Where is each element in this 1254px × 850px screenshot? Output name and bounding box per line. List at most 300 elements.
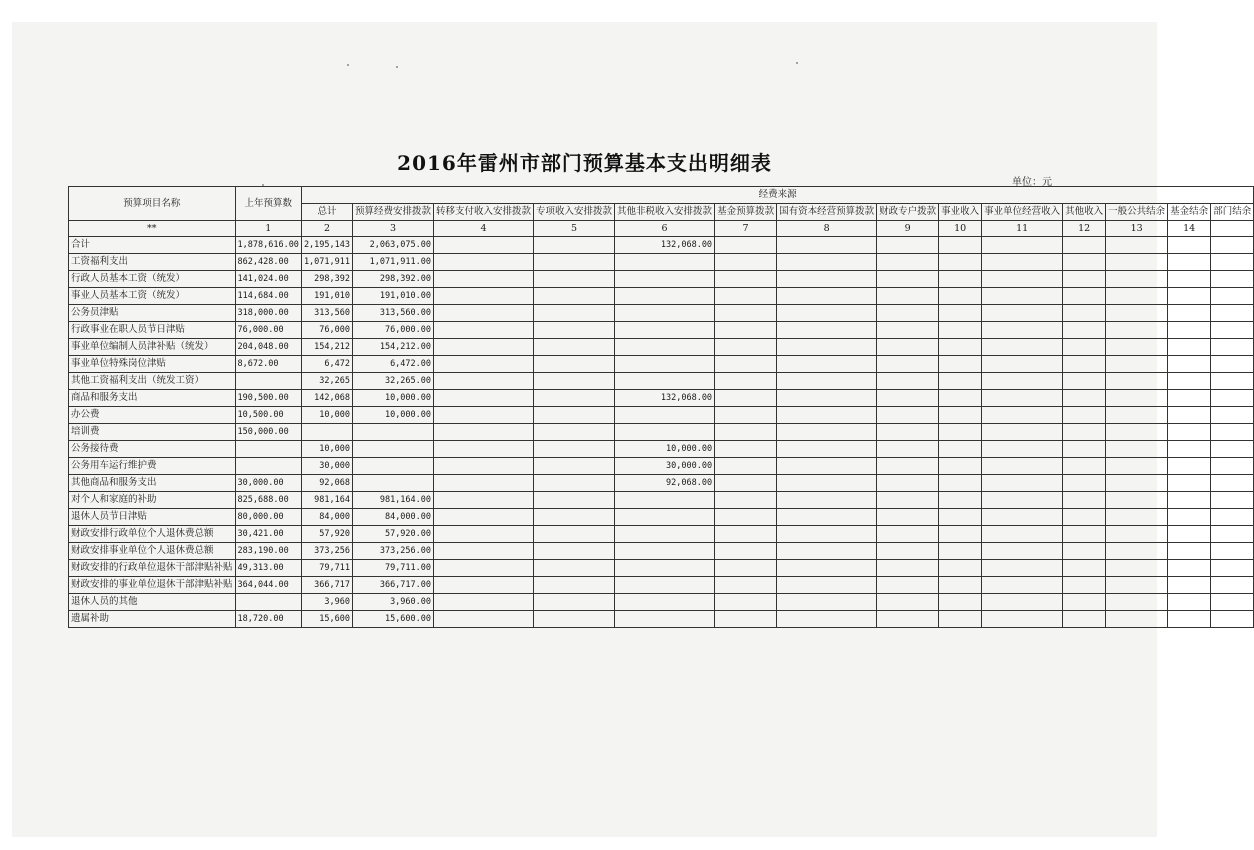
row-name-cell: 行政事业在职人员节日津贴 (69, 322, 236, 339)
col-header-source-8: 财政专户拨款 (877, 204, 939, 221)
row-empty-cell (939, 577, 982, 594)
row-empty-cell (939, 458, 982, 475)
row-empty-cell (715, 322, 777, 339)
row-empty-cell (1168, 577, 1211, 594)
table-row (69, 441, 1254, 458)
row-transfer-cell (434, 526, 534, 543)
row-empty-cell (715, 356, 777, 373)
row-other-nontax-cell (615, 611, 715, 628)
row-other-nontax-cell (615, 526, 715, 543)
row-empty-cell (1168, 424, 1211, 441)
scan-speck (796, 62, 798, 64)
row-empty-cell (715, 305, 777, 322)
row-empty-cell (982, 594, 1063, 611)
row-empty-cell (1168, 356, 1211, 373)
row-empty-cell (1211, 356, 1254, 373)
row-empty-cell (1063, 560, 1106, 577)
row-other-nontax-cell (615, 577, 715, 594)
row-special-income-cell (534, 611, 615, 628)
row-empty-cell (1168, 543, 1211, 560)
row-name-cell: 遗属补助 (69, 611, 236, 628)
index-row (69, 221, 1254, 237)
row-name-cell: 公务员津贴 (69, 305, 236, 322)
row-total-cell: 32,265 (301, 373, 352, 390)
row-empty-cell (777, 254, 877, 271)
row-transfer-cell (434, 339, 534, 356)
row-name-cell: 公务接待费 (69, 441, 236, 458)
row-empty-cell (982, 492, 1063, 509)
row-special-income-cell (534, 560, 615, 577)
table-body (69, 237, 1254, 628)
row-empty-cell (877, 492, 939, 509)
row-transfer-cell (434, 424, 534, 441)
row-empty-cell (939, 339, 982, 356)
row-other-nontax-cell (615, 305, 715, 322)
row-other-nontax-cell (615, 424, 715, 441)
row-empty-cell (877, 322, 939, 339)
row-other-nontax-cell: 30,000.00 (615, 458, 715, 475)
row-empty-cell (1211, 373, 1254, 390)
row-name-cell: 办公费 (69, 407, 236, 424)
table-row (69, 611, 1254, 628)
row-special-income-cell (534, 356, 615, 373)
row-empty-cell (1211, 407, 1254, 424)
scan-speck (347, 64, 349, 66)
row-empty-cell (982, 577, 1063, 594)
row-prev-budget-cell: 862,428.00 (235, 254, 301, 271)
row-empty-cell (1063, 271, 1106, 288)
row-empty-cell (1168, 509, 1211, 526)
row-empty-cell (1168, 339, 1211, 356)
row-prev-budget-cell: 18,720.00 (235, 611, 301, 628)
row-prev-budget-cell: 364,044.00 (235, 577, 301, 594)
row-special-income-cell (534, 305, 615, 322)
row-empty-cell (982, 407, 1063, 424)
row-empty-cell (1063, 305, 1106, 322)
col-header-source-5: 其他非税收入安排拨款 (615, 204, 715, 221)
row-name-cell: 事业单位特殊岗位津贴 (69, 356, 236, 373)
row-budget-allocation-cell (353, 475, 434, 492)
row-empty-cell (1063, 322, 1106, 339)
row-budget-allocation-cell (353, 441, 434, 458)
row-special-income-cell (534, 339, 615, 356)
row-other-nontax-cell (615, 509, 715, 526)
row-empty-cell (777, 390, 877, 407)
row-empty-cell (777, 492, 877, 509)
row-empty-cell (1211, 271, 1254, 288)
row-other-nontax-cell (615, 407, 715, 424)
table-row (69, 322, 1254, 339)
row-total-cell: 298,392 (301, 271, 352, 288)
row-other-nontax-cell (615, 373, 715, 390)
row-special-income-cell (534, 322, 615, 339)
row-empty-cell (939, 322, 982, 339)
row-empty-cell (1211, 611, 1254, 628)
row-empty-cell (715, 577, 777, 594)
row-total-cell: 981,164 (301, 492, 352, 509)
row-empty-cell (1106, 390, 1168, 407)
row-empty-cell (982, 475, 1063, 492)
row-prev-budget-cell: 150,000.00 (235, 424, 301, 441)
row-transfer-cell (434, 322, 534, 339)
row-empty-cell (777, 424, 877, 441)
row-transfer-cell (434, 237, 534, 254)
row-prev-budget-cell: 825,688.00 (235, 492, 301, 509)
col-header-source-1: 总计 (301, 204, 352, 221)
row-empty-cell (1106, 611, 1168, 628)
row-empty-cell (777, 271, 877, 288)
row-special-income-cell (534, 594, 615, 611)
row-empty-cell (1106, 305, 1168, 322)
row-other-nontax-cell (615, 560, 715, 577)
row-empty-cell (1106, 577, 1168, 594)
row-empty-cell (1168, 271, 1211, 288)
row-other-nontax-cell (615, 322, 715, 339)
row-prev-budget-cell: 10,500.00 (235, 407, 301, 424)
row-empty-cell (1168, 407, 1211, 424)
row-special-income-cell (534, 526, 615, 543)
row-empty-cell (1106, 560, 1168, 577)
row-empty-cell (982, 611, 1063, 628)
row-other-nontax-cell (615, 594, 715, 611)
row-name-cell: 事业单位编制人员津补贴（统发） (69, 339, 236, 356)
row-empty-cell (939, 594, 982, 611)
row-other-nontax-cell (615, 492, 715, 509)
col-header-source-7: 国有资本经营预算拨款 (777, 204, 877, 221)
row-empty-cell (939, 288, 982, 305)
row-empty-cell (939, 543, 982, 560)
row-empty-cell (877, 339, 939, 356)
row-empty-cell (939, 492, 982, 509)
col-index-cell: 9 (877, 221, 939, 237)
row-empty-cell (877, 305, 939, 322)
row-special-income-cell (534, 509, 615, 526)
row-empty-cell (715, 339, 777, 356)
col-header-source-9: 事业收入 (939, 204, 982, 221)
row-transfer-cell (434, 356, 534, 373)
row-empty-cell (1106, 424, 1168, 441)
row-empty-cell (982, 441, 1063, 458)
row-empty-cell (982, 560, 1063, 577)
table-row (69, 305, 1254, 322)
col-header-source-12: 一般公共结余 (1106, 204, 1168, 221)
row-empty-cell (1168, 288, 1211, 305)
row-empty-cell (777, 611, 877, 628)
row-total-cell: 2,195,143 (301, 237, 352, 254)
table-row (69, 424, 1254, 441)
row-empty-cell (1106, 254, 1168, 271)
row-empty-cell (715, 543, 777, 560)
row-other-nontax-cell (615, 339, 715, 356)
row-total-cell: 76,000 (301, 322, 352, 339)
row-name-cell: 财政安排的行政单位退休干部津贴补贴 (69, 560, 236, 577)
row-prev-budget-cell: 49,313.00 (235, 560, 301, 577)
row-empty-cell (877, 475, 939, 492)
col-index-cell (1211, 221, 1254, 237)
row-empty-cell (1211, 390, 1254, 407)
row-empty-cell (715, 441, 777, 458)
row-empty-cell (715, 611, 777, 628)
row-empty-cell (1106, 543, 1168, 560)
row-empty-cell (877, 390, 939, 407)
row-empty-cell (1168, 322, 1211, 339)
row-empty-cell (1063, 458, 1106, 475)
row-empty-cell (877, 373, 939, 390)
col-header-item-name: 预算项目名称 (69, 187, 236, 221)
row-budget-allocation-cell: 373,256.00 (353, 543, 434, 560)
row-empty-cell (1063, 407, 1106, 424)
row-empty-cell (877, 458, 939, 475)
row-special-income-cell (534, 492, 615, 509)
row-prev-budget-cell: 76,000.00 (235, 322, 301, 339)
row-empty-cell (1211, 577, 1254, 594)
row-empty-cell (1168, 475, 1211, 492)
row-empty-cell (877, 441, 939, 458)
row-name-cell: 事业人员基本工资（统发） (69, 288, 236, 305)
row-empty-cell (777, 594, 877, 611)
row-transfer-cell (434, 373, 534, 390)
col-header-source-14: 部门结余 (1211, 204, 1254, 221)
row-budget-allocation-cell: 57,920.00 (353, 526, 434, 543)
row-transfer-cell (434, 577, 534, 594)
row-empty-cell (982, 305, 1063, 322)
row-prev-budget-cell: 1,878,616.00 (235, 237, 301, 254)
row-empty-cell (1211, 526, 1254, 543)
row-empty-cell (939, 254, 982, 271)
row-empty-cell (1106, 509, 1168, 526)
row-empty-cell (777, 339, 877, 356)
row-name-cell: 退休人员的其他 (69, 594, 236, 611)
row-prev-budget-cell: 80,000.00 (235, 509, 301, 526)
row-empty-cell (877, 254, 939, 271)
row-empty-cell (877, 611, 939, 628)
row-budget-allocation-cell: 84,000.00 (353, 509, 434, 526)
table-row (69, 373, 1254, 390)
row-empty-cell (1211, 254, 1254, 271)
row-prev-budget-cell: 204,048.00 (235, 339, 301, 356)
row-transfer-cell (434, 492, 534, 509)
row-special-income-cell (534, 390, 615, 407)
row-empty-cell (777, 237, 877, 254)
row-empty-cell (982, 322, 1063, 339)
row-empty-cell (777, 458, 877, 475)
row-budget-allocation-cell: 313,560.00 (353, 305, 434, 322)
table-row (69, 594, 1254, 611)
col-header-source-group: 经费来源 (301, 187, 1253, 204)
row-other-nontax-cell: 92,068.00 (615, 475, 715, 492)
row-name-cell: 培训费 (69, 424, 236, 441)
row-total-cell: 10,000 (301, 407, 352, 424)
table-row (69, 543, 1254, 560)
table-row (69, 407, 1254, 424)
row-transfer-cell (434, 509, 534, 526)
row-empty-cell (939, 526, 982, 543)
row-empty-cell (1106, 288, 1168, 305)
row-transfer-cell (434, 390, 534, 407)
row-special-income-cell (534, 543, 615, 560)
col-index-cell: 5 (534, 221, 615, 237)
scan-speck (396, 66, 398, 68)
row-empty-cell (1168, 458, 1211, 475)
row-special-income-cell (534, 407, 615, 424)
row-empty-cell (877, 560, 939, 577)
row-empty-cell (982, 509, 1063, 526)
row-empty-cell (1063, 288, 1106, 305)
row-empty-cell (982, 390, 1063, 407)
row-empty-cell (1063, 509, 1106, 526)
row-total-cell: 84,000 (301, 509, 352, 526)
row-prev-budget-cell: 318,000.00 (235, 305, 301, 322)
row-transfer-cell (434, 611, 534, 628)
row-empty-cell (877, 509, 939, 526)
row-transfer-cell (434, 594, 534, 611)
table-row (69, 390, 1254, 407)
row-total-cell: 6,472 (301, 356, 352, 373)
row-other-nontax-cell (615, 543, 715, 560)
row-total-cell: 1,071,911 (301, 254, 352, 271)
row-empty-cell (1168, 254, 1211, 271)
row-total-cell: 30,000 (301, 458, 352, 475)
row-total-cell: 79,711 (301, 560, 352, 577)
table-row (69, 509, 1254, 526)
table-row (69, 577, 1254, 594)
row-empty-cell (1211, 322, 1254, 339)
col-header-source-10: 事业单位经营收入 (982, 204, 1063, 221)
row-other-nontax-cell (615, 254, 715, 271)
col-header-source-6: 基金预算拨款 (715, 204, 777, 221)
row-prev-budget-cell: 30,000.00 (235, 475, 301, 492)
row-empty-cell (1168, 390, 1211, 407)
row-empty-cell (715, 526, 777, 543)
row-name-cell: 行政人员基本工资（统发） (69, 271, 236, 288)
budget-table (68, 186, 1254, 628)
row-budget-allocation-cell: 79,711.00 (353, 560, 434, 577)
row-empty-cell (777, 373, 877, 390)
table-row (69, 237, 1254, 254)
row-empty-cell (1063, 237, 1106, 254)
row-empty-cell (1063, 611, 1106, 628)
row-empty-cell (877, 424, 939, 441)
row-transfer-cell (434, 458, 534, 475)
row-empty-cell (1168, 441, 1211, 458)
row-total-cell: 142,068 (301, 390, 352, 407)
row-empty-cell (982, 356, 1063, 373)
col-header-prev-budget: 上年预算数 (235, 187, 301, 221)
col-index-cell: 3 (353, 221, 434, 237)
row-empty-cell (715, 373, 777, 390)
col-header-source-3: 转移支付收入安排拨款 (434, 204, 534, 221)
row-other-nontax-cell (615, 271, 715, 288)
row-empty-cell (982, 543, 1063, 560)
row-name-cell: 财政安排行政单位个人退休费总额 (69, 526, 236, 543)
row-name-cell: 其他商品和服务支出 (69, 475, 236, 492)
row-budget-allocation-cell: 10,000.00 (353, 407, 434, 424)
row-empty-cell (877, 526, 939, 543)
row-transfer-cell (434, 305, 534, 322)
row-empty-cell (1106, 526, 1168, 543)
row-special-income-cell (534, 288, 615, 305)
row-empty-cell (982, 271, 1063, 288)
row-empty-cell (939, 407, 982, 424)
col-index-cell: 10 (939, 221, 982, 237)
row-empty-cell (777, 526, 877, 543)
row-empty-cell (982, 339, 1063, 356)
col-index-cell: 4 (434, 221, 534, 237)
row-total-cell: 10,000 (301, 441, 352, 458)
row-empty-cell (1063, 390, 1106, 407)
row-prev-budget-cell (235, 441, 301, 458)
row-empty-cell (1063, 543, 1106, 560)
row-empty-cell (939, 611, 982, 628)
row-total-cell: 15,600 (301, 611, 352, 628)
row-transfer-cell (434, 254, 534, 271)
row-other-nontax-cell: 132,068.00 (615, 237, 715, 254)
row-name-cell: 合计 (69, 237, 236, 254)
row-empty-cell (1168, 237, 1211, 254)
row-name-cell: 公务用车运行维护费 (69, 458, 236, 475)
col-index-cell: 2 (301, 221, 352, 237)
row-transfer-cell (434, 441, 534, 458)
row-empty-cell (982, 288, 1063, 305)
row-budget-allocation-cell: 32,265.00 (353, 373, 434, 390)
row-special-income-cell (534, 373, 615, 390)
row-empty-cell (1106, 237, 1168, 254)
col-index-cell: 12 (1063, 221, 1106, 237)
row-budget-allocation-cell (353, 458, 434, 475)
row-empty-cell (939, 509, 982, 526)
row-transfer-cell (434, 407, 534, 424)
row-total-cell: 191,010 (301, 288, 352, 305)
row-prev-budget-cell: 8,672.00 (235, 356, 301, 373)
row-empty-cell (777, 560, 877, 577)
row-special-income-cell (534, 475, 615, 492)
row-budget-allocation-cell: 366,717.00 (353, 577, 434, 594)
row-total-cell (301, 424, 352, 441)
row-empty-cell (877, 543, 939, 560)
row-total-cell: 3,960 (301, 594, 352, 611)
row-empty-cell (939, 237, 982, 254)
row-prev-budget-cell: 114,684.00 (235, 288, 301, 305)
row-special-income-cell (534, 458, 615, 475)
row-empty-cell (715, 475, 777, 492)
row-empty-cell (715, 271, 777, 288)
row-prev-budget-cell (235, 594, 301, 611)
row-empty-cell (777, 322, 877, 339)
row-special-income-cell (534, 237, 615, 254)
row-empty-cell (1106, 356, 1168, 373)
row-empty-cell (939, 305, 982, 322)
row-budget-allocation-cell: 1,071,911.00 (353, 254, 434, 271)
row-empty-cell (877, 237, 939, 254)
row-empty-cell (1211, 441, 1254, 458)
row-total-cell: 92,068 (301, 475, 352, 492)
row-empty-cell (715, 509, 777, 526)
row-empty-cell (777, 441, 877, 458)
col-index-cell: 14 (1168, 221, 1211, 237)
row-empty-cell (1106, 339, 1168, 356)
row-transfer-cell (434, 475, 534, 492)
row-empty-cell (1063, 526, 1106, 543)
row-empty-cell (1063, 339, 1106, 356)
row-empty-cell (1211, 560, 1254, 577)
table-row (69, 458, 1254, 475)
row-empty-cell (1211, 475, 1254, 492)
row-empty-cell (939, 560, 982, 577)
row-empty-cell (877, 407, 939, 424)
row-budget-allocation-cell: 298,392.00 (353, 271, 434, 288)
row-empty-cell (715, 390, 777, 407)
table-row (69, 560, 1254, 577)
